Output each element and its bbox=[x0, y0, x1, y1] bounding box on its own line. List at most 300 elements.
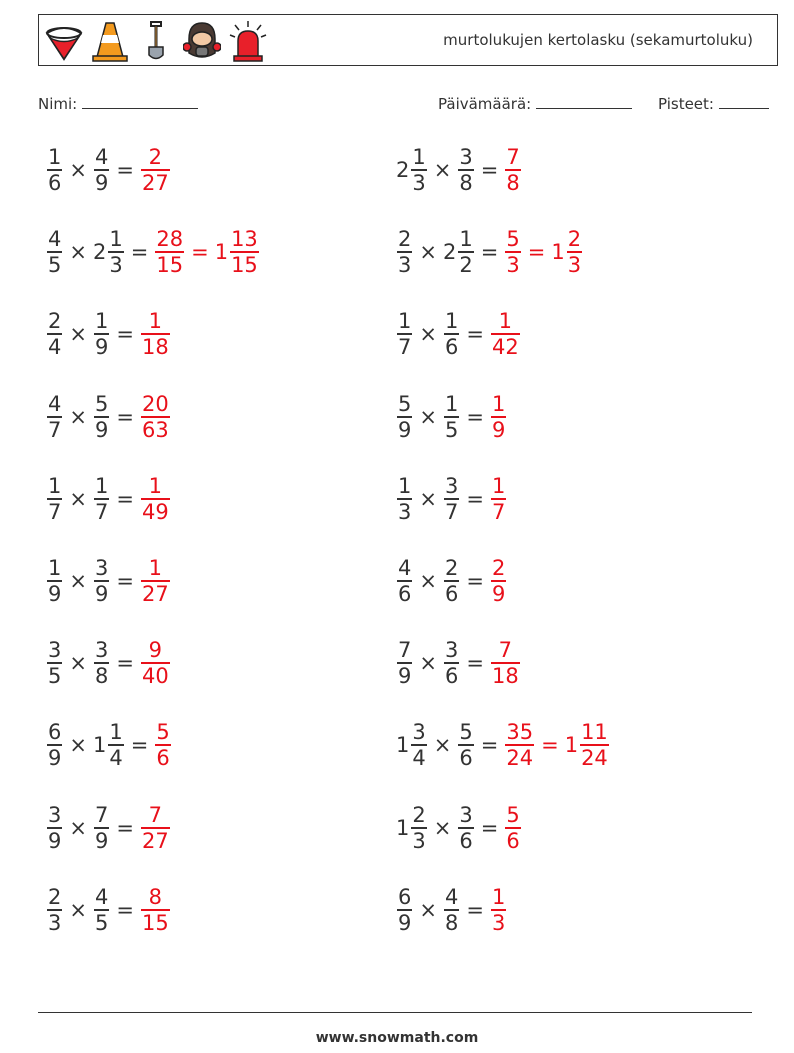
equals-sign: = bbox=[480, 240, 499, 265]
denominator: 7 bbox=[491, 499, 506, 524]
factor-b bbox=[94, 638, 109, 688]
numerator: 2 bbox=[48, 309, 62, 334]
factor-a bbox=[397, 227, 412, 277]
answer bbox=[490, 638, 521, 688]
numerator: 4 bbox=[444, 884, 459, 909]
denominator: 3 bbox=[506, 253, 520, 278]
denominator: 4 bbox=[412, 746, 426, 771]
numerator: 7 bbox=[498, 638, 513, 663]
factor-b bbox=[94, 803, 109, 853]
answer bbox=[140, 474, 171, 524]
denominator: 27 bbox=[141, 582, 169, 606]
factor-b bbox=[444, 638, 459, 688]
equals-sign: = bbox=[480, 815, 499, 840]
name-label: Nimi: bbox=[38, 95, 78, 113]
numerator: 2 bbox=[48, 884, 62, 909]
denominator: 18 bbox=[491, 664, 519, 689]
problem-8 bbox=[396, 388, 507, 446]
denominator: 9 bbox=[94, 335, 109, 360]
times-sign: × bbox=[69, 486, 87, 511]
factor-b-whole: 2 bbox=[442, 240, 457, 265]
denominator: 3 bbox=[48, 910, 62, 935]
factor-a bbox=[47, 227, 62, 277]
denominator: 6 bbox=[398, 582, 412, 606]
answer bbox=[140, 309, 171, 359]
denominator: 3 bbox=[109, 253, 123, 278]
denominator: 9 bbox=[491, 417, 506, 442]
times-sign: × bbox=[69, 651, 87, 676]
factor-b bbox=[444, 885, 459, 935]
factor-b bbox=[94, 309, 109, 359]
factor-a bbox=[47, 145, 62, 195]
equals-sign: = bbox=[116, 404, 134, 429]
denominator: 3 bbox=[567, 253, 582, 278]
numerator: 5 bbox=[156, 720, 170, 745]
problem-14 bbox=[396, 634, 521, 692]
denominator: 24 bbox=[506, 746, 534, 771]
factor-b-whole: 2 bbox=[92, 240, 107, 265]
factor-b bbox=[444, 474, 459, 524]
numerator: 1 bbox=[48, 145, 62, 169]
footer-divider bbox=[38, 1012, 752, 1013]
answer bbox=[504, 145, 521, 195]
factor-b bbox=[108, 720, 123, 770]
times-sign: × bbox=[433, 158, 452, 182]
numerator: 1 bbox=[94, 309, 109, 334]
denominator: 6 bbox=[506, 828, 520, 853]
problem-20 bbox=[396, 881, 507, 939]
answer bbox=[504, 720, 609, 770]
numerator: 1 bbox=[491, 884, 506, 909]
answer bbox=[140, 145, 171, 195]
denominator: 8 bbox=[459, 171, 473, 195]
denominator: 9 bbox=[48, 828, 62, 853]
times-sign: × bbox=[69, 158, 87, 182]
numerator: 4 bbox=[398, 556, 412, 580]
numerator: 3 bbox=[459, 145, 473, 169]
numerator: 13 bbox=[231, 227, 258, 252]
factor-a-whole: 1 bbox=[396, 815, 410, 840]
times-sign: × bbox=[69, 404, 87, 429]
factor-b bbox=[458, 227, 473, 277]
denominator: 9 bbox=[94, 417, 109, 442]
date-label: Päivämäärä: bbox=[438, 95, 532, 113]
factor-a bbox=[47, 638, 62, 688]
denominator: 2 bbox=[459, 253, 473, 278]
numerator: 5 bbox=[398, 391, 412, 416]
times-sign: × bbox=[69, 815, 87, 840]
problem-1 bbox=[46, 141, 171, 199]
numerator: 1 bbox=[491, 473, 506, 498]
equals-sign: = bbox=[116, 486, 134, 511]
answer-fraction bbox=[141, 556, 170, 606]
answer-mixed-whole: 1 bbox=[551, 240, 565, 265]
answer-fraction bbox=[141, 474, 170, 524]
numerator: 7 bbox=[148, 802, 163, 827]
answer-fraction bbox=[155, 227, 184, 277]
problem-4 bbox=[396, 223, 583, 281]
denominator: 6 bbox=[459, 828, 473, 853]
problem-18 bbox=[396, 799, 522, 857]
numerator: 1 bbox=[48, 556, 62, 580]
equals-sign: = bbox=[466, 569, 484, 593]
denominator: 9 bbox=[491, 582, 506, 606]
denominator: 9 bbox=[398, 664, 412, 689]
answer bbox=[504, 803, 521, 853]
denominator: 9 bbox=[94, 582, 109, 606]
factor-a bbox=[397, 556, 412, 606]
problem-3 bbox=[46, 223, 260, 281]
factor-b bbox=[458, 720, 473, 770]
numerator: 2 bbox=[398, 227, 412, 252]
problem-10 bbox=[396, 470, 507, 528]
date-field[interactable] bbox=[438, 94, 632, 113]
equals-sign: = bbox=[116, 158, 134, 182]
answer bbox=[490, 556, 507, 606]
worksheet-title: murtolukujen kertolasku (sekamurtoluku) bbox=[443, 31, 753, 49]
header-box bbox=[38, 14, 778, 66]
denominator: 15 bbox=[156, 253, 184, 278]
denominator: 6 bbox=[444, 664, 459, 689]
answer bbox=[140, 556, 171, 606]
equals-sign: = bbox=[527, 240, 546, 265]
answer-fraction bbox=[505, 720, 534, 770]
denominator: 5 bbox=[48, 664, 62, 689]
equals-sign: = bbox=[480, 158, 499, 182]
gas-mask-icon bbox=[183, 19, 221, 63]
name-field[interactable] bbox=[38, 94, 198, 113]
equals-sign: = bbox=[130, 733, 149, 758]
numerator: 3 bbox=[412, 720, 426, 745]
answer-fraction bbox=[141, 803, 170, 853]
numerator: 3 bbox=[48, 638, 62, 663]
numerator: 5 bbox=[459, 720, 473, 745]
answer-fraction bbox=[141, 309, 170, 359]
answer-mixed bbox=[567, 227, 582, 277]
numerator: 3 bbox=[94, 556, 109, 580]
factor-b bbox=[94, 392, 109, 442]
numerator: 5 bbox=[506, 802, 520, 827]
factor-a-whole: 2 bbox=[396, 158, 410, 182]
numerator: 4 bbox=[94, 145, 109, 169]
numerator: 4 bbox=[94, 884, 109, 909]
factor-a bbox=[411, 145, 426, 195]
answer-fraction bbox=[491, 392, 506, 442]
numerator: 1 bbox=[398, 309, 412, 334]
answer-fraction bbox=[141, 885, 170, 935]
denominator: 5 bbox=[444, 417, 459, 442]
numerator: 3 bbox=[459, 802, 473, 827]
numerator: 2 bbox=[491, 556, 506, 580]
times-sign: × bbox=[419, 322, 437, 347]
numerator: 28 bbox=[156, 227, 184, 252]
times-sign: × bbox=[419, 486, 437, 511]
times-sign: × bbox=[419, 651, 437, 676]
problem-7 bbox=[46, 388, 171, 446]
factor-a bbox=[47, 392, 62, 442]
numerator: 6 bbox=[48, 720, 62, 745]
numerator: 1 bbox=[498, 309, 513, 334]
denominator: 7 bbox=[48, 417, 62, 442]
factor-a bbox=[397, 309, 412, 359]
answer-fraction bbox=[491, 638, 520, 688]
numerator: 3 bbox=[48, 802, 62, 827]
factor-a bbox=[47, 556, 62, 606]
factor-b bbox=[458, 145, 473, 195]
denominator: 18 bbox=[141, 335, 169, 360]
numerator: 1 bbox=[109, 227, 123, 252]
answer-fraction bbox=[141, 638, 170, 688]
answer-mixed-whole: 1 bbox=[214, 240, 229, 265]
denominator: 27 bbox=[141, 828, 169, 853]
answer bbox=[490, 309, 521, 359]
answer-mixed bbox=[230, 227, 259, 277]
answer-fraction bbox=[505, 145, 520, 195]
answer-mixed bbox=[580, 720, 609, 770]
denominator: 40 bbox=[141, 664, 169, 689]
problem-6 bbox=[396, 305, 521, 363]
equals-sign: = bbox=[116, 651, 134, 676]
numerator: 8 bbox=[148, 884, 163, 909]
answer-fraction bbox=[491, 309, 520, 359]
factor-a bbox=[411, 720, 426, 770]
funnel-icon bbox=[45, 19, 83, 63]
factor-b bbox=[94, 885, 109, 935]
answer bbox=[140, 885, 171, 935]
problem-15 bbox=[46, 716, 172, 774]
problem-16 bbox=[396, 716, 610, 774]
answer-fraction bbox=[491, 556, 506, 606]
problem-2 bbox=[396, 141, 522, 199]
numerator: 1 bbox=[412, 145, 426, 169]
denominator: 7 bbox=[398, 335, 412, 360]
numerator: 1 bbox=[444, 309, 459, 334]
denominator: 27 bbox=[141, 171, 169, 195]
denominator: 8 bbox=[444, 910, 459, 935]
equals-sign: = bbox=[466, 897, 484, 922]
numerator: 1 bbox=[398, 473, 412, 498]
factor-b bbox=[444, 392, 459, 442]
numerator: 3 bbox=[94, 638, 109, 663]
factor-b bbox=[94, 145, 109, 195]
times-sign: × bbox=[69, 897, 87, 922]
equals-sign: = bbox=[116, 569, 134, 593]
denominator: 7 bbox=[444, 499, 459, 524]
denominator: 3 bbox=[398, 253, 412, 278]
numerator: 2 bbox=[444, 556, 459, 580]
numerator: 1 bbox=[491, 391, 506, 416]
factor-a bbox=[397, 474, 412, 524]
problem-17 bbox=[46, 799, 171, 857]
denominator: 8 bbox=[506, 171, 520, 195]
traffic-cone-icon bbox=[91, 19, 129, 63]
numerator: 1 bbox=[444, 391, 459, 416]
denominator: 5 bbox=[94, 910, 109, 935]
denominator: 8 bbox=[94, 664, 109, 689]
denominator: 4 bbox=[109, 746, 123, 771]
answer bbox=[504, 227, 583, 277]
numerator: 3 bbox=[444, 473, 459, 498]
factor-a bbox=[397, 392, 412, 442]
times-sign: × bbox=[433, 815, 452, 840]
factor-b bbox=[444, 309, 459, 359]
equals-sign: = bbox=[466, 322, 484, 347]
answer bbox=[490, 392, 507, 442]
factor-b bbox=[458, 803, 473, 853]
denominator: 6 bbox=[459, 746, 473, 771]
equals-sign: = bbox=[466, 486, 484, 511]
answer-fraction bbox=[505, 803, 520, 853]
answer-fraction bbox=[505, 227, 520, 277]
shovel-icon bbox=[137, 19, 175, 63]
equals-sign: = bbox=[116, 897, 134, 922]
problem-9 bbox=[46, 470, 171, 528]
numerator: 1 bbox=[148, 309, 163, 334]
times-sign: × bbox=[69, 733, 87, 758]
numerator: 7 bbox=[398, 638, 412, 663]
problem-19 bbox=[46, 881, 171, 939]
denominator: 49 bbox=[141, 499, 169, 524]
denominator: 15 bbox=[231, 253, 258, 278]
denominator: 3 bbox=[491, 910, 506, 935]
numerator: 11 bbox=[581, 720, 608, 745]
denominator: 9 bbox=[94, 171, 109, 195]
numerator: 3 bbox=[444, 638, 459, 663]
factor-a bbox=[47, 720, 62, 770]
problem-5 bbox=[46, 305, 171, 363]
answer bbox=[154, 720, 171, 770]
answer bbox=[140, 803, 171, 853]
equals-sign: = bbox=[480, 733, 499, 758]
score-blank[interactable] bbox=[719, 94, 769, 109]
answer-fraction bbox=[155, 720, 170, 770]
denominator: 6 bbox=[156, 746, 170, 771]
times-sign: × bbox=[419, 897, 437, 922]
factor-a bbox=[47, 803, 62, 853]
numerator: 2 bbox=[148, 145, 163, 169]
factor-a bbox=[47, 474, 62, 524]
equals-sign: = bbox=[466, 404, 484, 429]
denominator: 7 bbox=[48, 499, 62, 524]
problem-11 bbox=[46, 552, 171, 610]
numerator: 2 bbox=[412, 802, 426, 827]
times-sign: × bbox=[433, 733, 452, 758]
answer bbox=[490, 885, 507, 935]
header-icons bbox=[45, 19, 267, 63]
equals-sign: = bbox=[130, 240, 149, 265]
denominator: 15 bbox=[141, 910, 169, 935]
numerator: 1 bbox=[459, 227, 473, 252]
factor-a bbox=[411, 803, 426, 853]
denominator: 3 bbox=[412, 828, 426, 853]
denominator: 6 bbox=[444, 335, 459, 360]
score-field[interactable] bbox=[658, 94, 769, 113]
numerator: 1 bbox=[109, 720, 123, 745]
factor-b bbox=[444, 556, 459, 606]
denominator: 9 bbox=[398, 910, 412, 935]
times-sign: × bbox=[69, 322, 87, 347]
numerator: 7 bbox=[94, 802, 109, 827]
numerator: 4 bbox=[48, 227, 62, 252]
times-sign: × bbox=[419, 569, 437, 593]
answer-fraction bbox=[141, 392, 170, 442]
times-sign: × bbox=[69, 569, 87, 593]
equals-sign: = bbox=[191, 240, 209, 265]
denominator: 24 bbox=[581, 746, 608, 771]
factor-a bbox=[397, 638, 412, 688]
equals-sign: = bbox=[466, 651, 484, 676]
times-sign: × bbox=[419, 240, 437, 265]
answer-mixed-whole: 1 bbox=[564, 733, 579, 758]
denominator: 9 bbox=[94, 828, 109, 853]
numerator: 1 bbox=[48, 473, 62, 498]
factor-b bbox=[94, 556, 109, 606]
times-sign: × bbox=[419, 404, 437, 429]
factor-a bbox=[47, 309, 62, 359]
numerator: 5 bbox=[506, 227, 520, 252]
times-sign: × bbox=[69, 240, 87, 265]
numerator: 5 bbox=[94, 391, 109, 416]
numerator: 9 bbox=[148, 638, 163, 663]
denominator: 7 bbox=[94, 499, 109, 524]
numerator: 7 bbox=[506, 145, 520, 169]
denominator: 42 bbox=[491, 335, 519, 360]
denominator: 6 bbox=[48, 171, 62, 195]
answer-fraction bbox=[141, 145, 170, 195]
numerator: 2 bbox=[567, 227, 582, 252]
score-label: Pisteet: bbox=[658, 95, 714, 113]
equals-sign: = bbox=[116, 815, 134, 840]
denominator: 3 bbox=[412, 171, 426, 195]
factor-b-whole: 1 bbox=[92, 733, 107, 758]
numerator: 1 bbox=[148, 473, 163, 498]
factor-a bbox=[47, 885, 62, 935]
alarm-light-icon bbox=[229, 19, 267, 63]
answer bbox=[140, 392, 171, 442]
denominator: 9 bbox=[398, 417, 412, 442]
numerator: 20 bbox=[141, 391, 169, 416]
problem-12 bbox=[396, 552, 507, 610]
factor-a-whole: 1 bbox=[396, 733, 410, 758]
factor-b bbox=[108, 227, 123, 277]
denominator: 4 bbox=[48, 335, 62, 360]
numerator: 35 bbox=[506, 720, 534, 745]
numerator: 1 bbox=[148, 556, 163, 580]
denominator: 9 bbox=[48, 746, 62, 771]
answer bbox=[490, 474, 507, 524]
denominator: 3 bbox=[398, 499, 412, 524]
footer-url: www.snowmath.com bbox=[315, 1030, 479, 1046]
factor-a bbox=[397, 885, 412, 935]
answer-fraction bbox=[491, 885, 506, 935]
answer bbox=[140, 638, 171, 688]
numerator: 4 bbox=[48, 391, 62, 416]
factor-b bbox=[94, 474, 109, 524]
equals-sign: = bbox=[541, 733, 559, 758]
denominator: 5 bbox=[48, 253, 62, 278]
answer-fraction bbox=[491, 474, 506, 524]
numerator: 6 bbox=[398, 884, 412, 909]
problem-13 bbox=[46, 634, 171, 692]
denominator: 63 bbox=[141, 417, 169, 442]
numerator: 1 bbox=[94, 473, 109, 498]
name-blank[interactable] bbox=[82, 94, 198, 109]
denominator: 6 bbox=[444, 582, 459, 606]
equals-sign: = bbox=[116, 322, 134, 347]
answer bbox=[154, 227, 259, 277]
date-blank[interactable] bbox=[536, 94, 632, 109]
denominator: 9 bbox=[48, 582, 62, 606]
